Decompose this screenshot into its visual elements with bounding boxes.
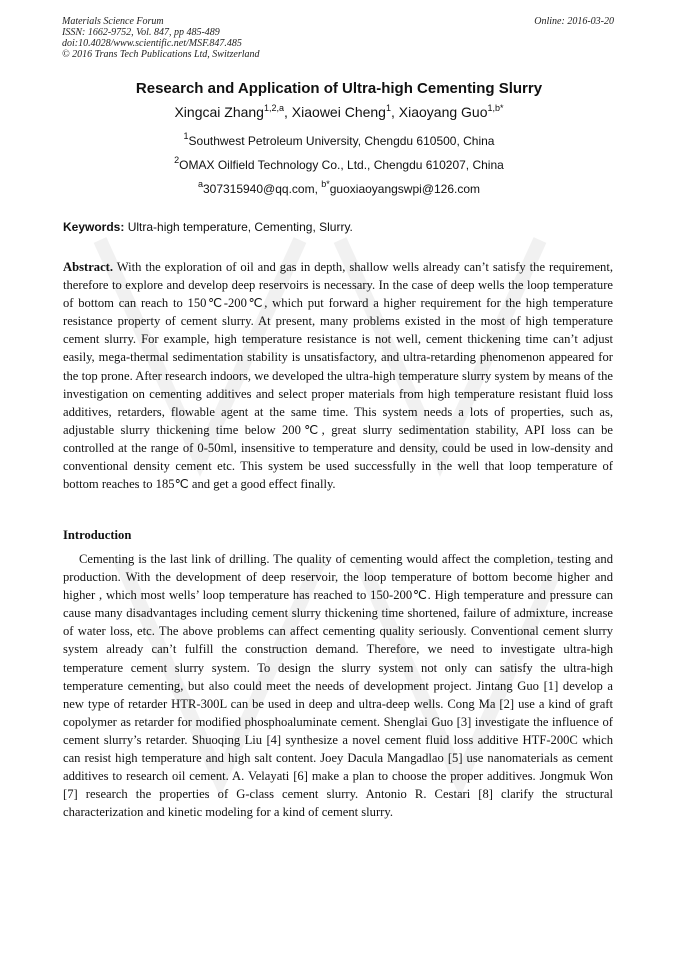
online-date: Online: 2016-03-20 [534,16,614,27]
author-emails [0,179,678,196]
journal-header [62,16,260,60]
issn-line: ISSN: 1662-9752, Vol. 847, pp 485-489 [62,27,220,38]
author-list [0,104,678,120]
introduction-paragraph: Cementing is the last link of drilling. The quality of cementing would affect the completion, testing and production. With the development of deep reservoir, the loop temperature of bottom become higher and higher , which most wells’ loop temperature has reached to 150-200℃. High temperature and pressure can cause many disadvantages including cement slurry thickening time shortened, failure of admixture, increase of water loss, etc. The above problems can affect cementing quality seriously. Conventional cement slurry system already can’t fulfill the construction demand. Therefore, we need to investigate ultra-high temperature cement slurry system. To design the slurry system not only can satisfy the ultra-high temperature cementing, but also could meet the needs of development project. Jintang Guo [1] develop a new type of retarder HTR-300L can be used in deep and ultra-deep wells. Cong Ma [2] use a kind of graft copolymer as retarder for modified phosphoaluminate cement. Shenglai Guo [3] investigate the influence of cement slurry’s retarder. Shuoqing Liu [4] synthesize a novel cement fluid loss additive HTF-200C which can resist high temperature and high salt content. Joey Dacula Mangadlao [5] use nanomaterials as cement additives to research oil cement. A. Velayati [6] make a plan to choose the proper additives. Jongmuk Won [7] research the properties of G-class cement slurry. Antonio R. Cestari [8] clarify the structural characterization and kinetic modeling for a kind of cement slurry. [63,552,613,820]
author-superscript: 1,b* [487,103,504,113]
abstract-text: With the exploration of oil and gas in depth, shallow wells already can’t satisfy the requirement, therefore to explore and develop deep reservoirs is necessary. In the case of deep wells the loop temperature of bottom can reach to 150℃-200℃, which put forward a higher requirement for the high temperature resistance property of cement slurry. At present, many problems existed in the most of high temperature cement slurry. For example, high temperature resistance is not well, cement thickening time can’t adjust easily, mega-thermal sedimentation stability is unsatisfactory, and ultra-retarding phenomenon appeared for the top prone. After research indoors, we developed the ultra-high temperature slurry system by means of the investigation on cementing additives and select proper materials from high temperature resistant fluid loss additives, retarders, flowable agent at the same time. This system needs a lots of properties, such as, adjustable slurry thickening time below 200℃, great slurry sedimentation stability, API loss can be controlled at the range of 0-50ml, insensitive to temperature and density, could be used in low-density and conventional density cement etc. This system be used successfully in the well that loop temperature of bottom reaches to 185℃ and get a good effect finally. [63,260,613,492]
section-heading-introduction: Introduction [63,528,132,542]
affiliation-2 [0,155,678,172]
paper-title: Research and Application of Ultra-high Cementing Slurry [135,80,543,97]
affiliation-superscript: 1 [183,131,189,141]
doi-line: doi:10.4028/www.scientific.net/MSF.847.485 [62,38,242,49]
keywords [63,220,353,234]
email-b: guoxiaoyangswpi@126.com [329,182,481,196]
copyright-line: © 2016 Trans Tech Publications Ltd, Switzerland [62,49,260,60]
affiliation-superscript: 2 [174,155,180,165]
email-superscript: b* [321,179,330,189]
journal-name: Materials Science Forum [62,16,164,27]
email-a: 307315940@qq.com, [202,182,322,196]
author-name: Xiaowei Cheng [291,104,386,120]
keywords-text: Ultra-high temperature, Cementing, Slurry. [124,220,353,234]
author-name: Xingcai Zhang [174,104,264,120]
author-name: Xiaoyang Guo [398,104,488,120]
email-superscript: a [197,179,203,189]
author-separator: , [390,104,399,120]
keywords-label: Keywords: [63,220,125,234]
author-separator: , [284,104,292,120]
abstract [63,258,613,493]
abstract-label: Abstract. [63,260,114,274]
affiliation-text: OMAX Oilfield Technology Co., Ltd., Chengdu 610207, China [179,158,504,172]
affiliation-1 [0,131,678,148]
author-superscript: 1 [385,103,391,113]
affiliation-text: Southwest Petroleum University, Chengdu 610500, China [188,134,495,148]
author-superscript: 1,2,a [263,103,285,113]
